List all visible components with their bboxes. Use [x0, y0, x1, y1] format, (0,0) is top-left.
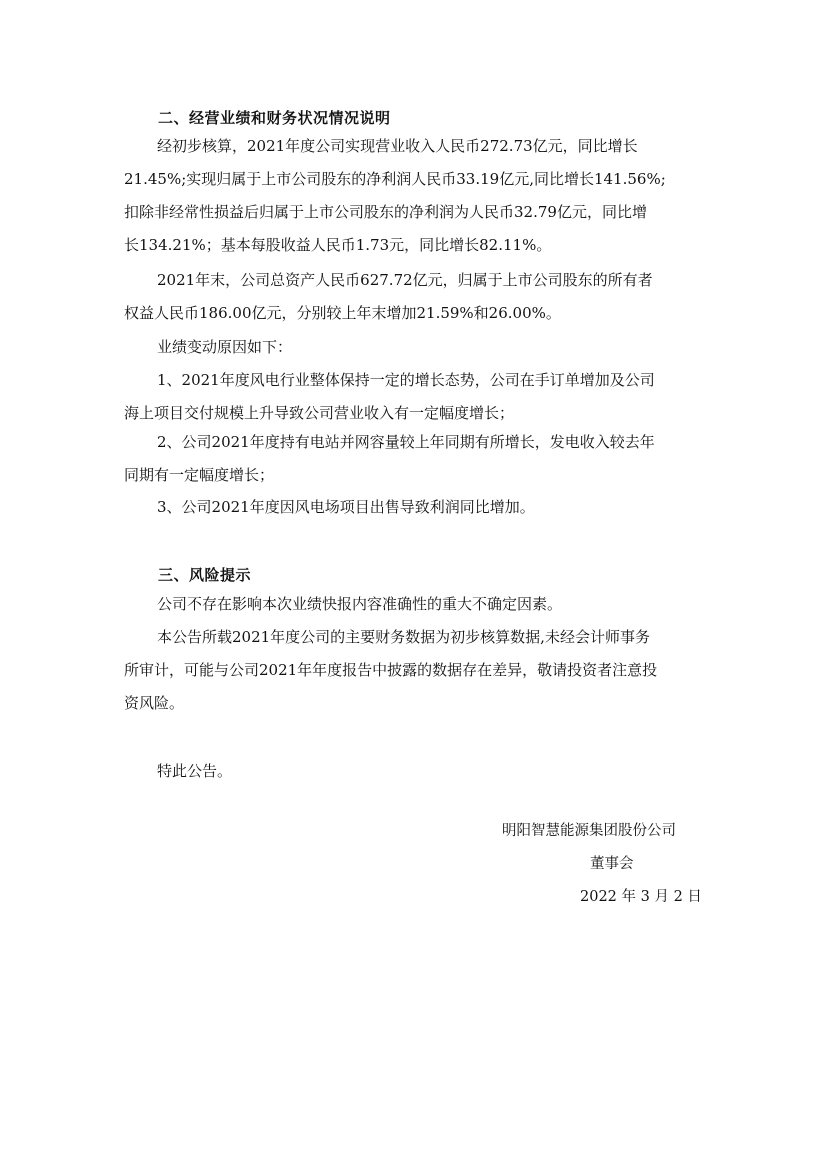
reason-item-3 — [124, 491, 710, 524]
signature-date: 2022 年 3 月 2 日 — [580, 889, 702, 905]
text-line: 2、公司2021年度持有电站并网容量较上年同期有所增长，发电收入较去年 — [157, 433, 655, 451]
text-line: 资风险。 — [124, 694, 185, 712]
text-line: 本公告所载2021年度公司的主要财务数据为初步核算数据,未经会计师事务 — [157, 628, 650, 646]
text-line: 长134.21%；基本每股收益人民币1.73元，同比增长82.11%。 — [124, 236, 552, 254]
assets-paragraph — [124, 264, 710, 330]
reasons-intro — [124, 331, 710, 364]
reason-item-1 — [124, 364, 710, 430]
text-line: 2021年末，公司总资产人民币627.72亿元，归属于上市公司股东的所有者 — [157, 271, 653, 289]
risk-paragraph-2 — [124, 621, 710, 720]
performance-paragraph — [124, 130, 710, 262]
reason-item-2 — [124, 426, 710, 492]
text-line: 经初步核算，2021年度公司实现营业收入人民币272.73亿元，同比增长 — [157, 137, 638, 155]
text-line: 21.45%;实现归属于上市公司股东的净利润人民币33.19亿元,同比增长141.56%; — [124, 170, 666, 188]
text-line: 所审计，可能与公司2021年年度报告中披露的数据存在差异，敬请投资者注意投 — [124, 661, 658, 679]
text-line: 1、2021年度风电行业整体保持一定的增长态势，公司在手订单增加及公司 — [157, 371, 655, 389]
text-line: 扣除非经常性损益后归属于上市公司股东的净利润为人民币32.79亿元，同比增 — [124, 203, 647, 221]
section-heading-risk-warning: 三、风险提示 — [158, 566, 252, 584]
text-line: 业绩变动原因如下： — [157, 338, 293, 356]
risk-paragraph-1 — [124, 588, 710, 621]
section-heading-business-performance: 二、经营业绩和财务状况情况说明 — [158, 109, 391, 127]
text-line: 3、公司2021年度因风电场项目出售导致利润同比增加。 — [157, 498, 535, 516]
text-line: 公司不存在影响本次业绩快报内容准确性的重大不确定因素。 — [157, 595, 563, 613]
signature-company: 明阳智慧能源集团股份公司 — [502, 823, 676, 839]
text-line: 海上项目交付规模上升导致公司营业收入有一定幅度增长； — [124, 404, 515, 422]
text-line: 特此公告。 — [157, 762, 233, 780]
text-line: 权益人民币186.00亿元，分别较上年末增加21.59%和26.00%。 — [124, 304, 561, 322]
closing-statement — [124, 755, 710, 788]
signature-board: 董事会 — [590, 856, 634, 872]
text-line: 同期有一定幅度增长； — [124, 466, 275, 484]
